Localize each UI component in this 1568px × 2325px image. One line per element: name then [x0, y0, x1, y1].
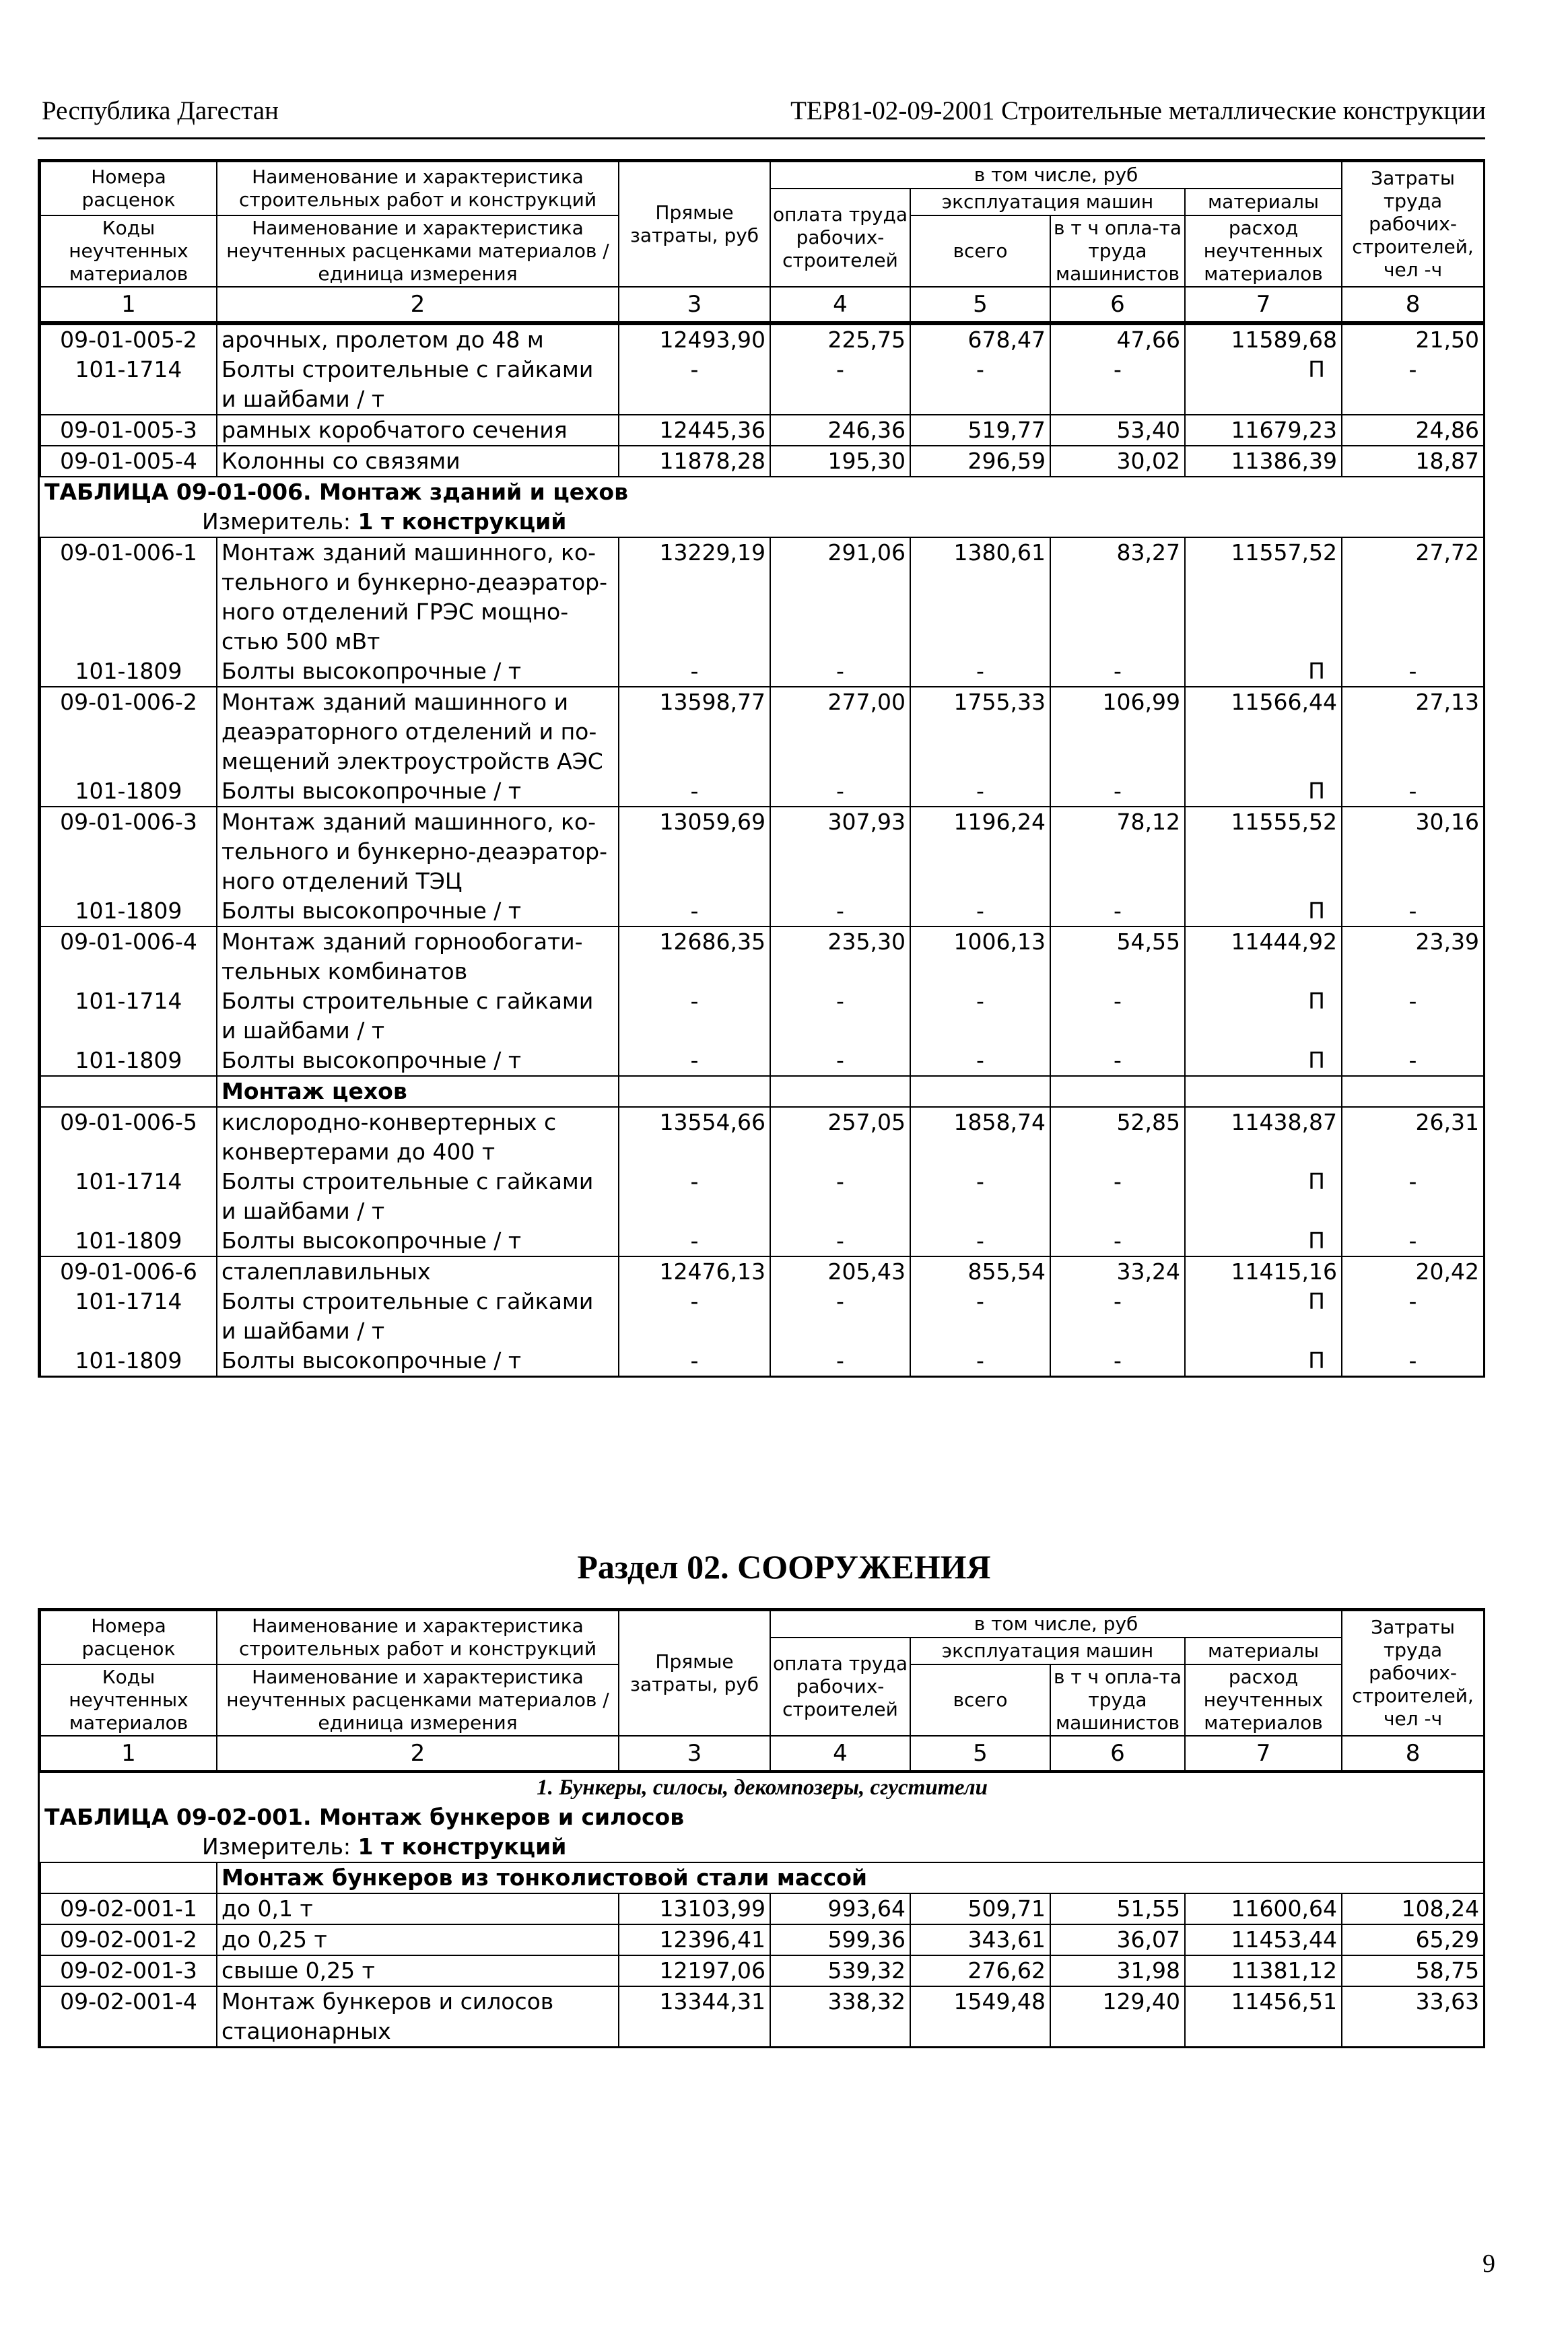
value-cell: - [770, 1167, 910, 1226]
value-cell: 65,29 [1342, 1924, 1484, 1955]
value-cell: - [1050, 1346, 1185, 1376]
rate-code: 09-01-005-4 [40, 446, 217, 477]
value-cell: 12197,06 [619, 1955, 770, 1986]
table-header-1 [40, 161, 1485, 324]
value-cell: 106,99 [1050, 687, 1185, 776]
value-cell: - [619, 1287, 770, 1346]
value-cell: П [1185, 1226, 1342, 1256]
value-cell: 12396,41 [619, 1924, 770, 1955]
value-cell: - [1050, 986, 1185, 1046]
rate-name: Болты высокопрочные / т [217, 1046, 619, 1076]
value-cell: - [770, 1226, 910, 1256]
value-cell: - [770, 355, 910, 415]
col-number: 8 [1342, 1736, 1484, 1772]
value-cell: 519,77 [910, 415, 1050, 446]
value-cell: 257,05 [770, 1107, 910, 1167]
col-number: 7 [1185, 1736, 1342, 1772]
value-cell: - [910, 896, 1050, 926]
material-row [40, 896, 1484, 926]
col-header-machinist-wages: в т ч опла-та труда машинистов [1050, 1664, 1185, 1736]
rates-table-2 [38, 1608, 1485, 2048]
rate-name: Болты строительные с гайками и шайбами / т [217, 355, 619, 415]
value-cell: - [619, 986, 770, 1046]
rate-code: 101-1809 [40, 1226, 217, 1256]
col-number: 2 [217, 287, 619, 323]
col-header-codes-bottom: Коды неучтенных материалов [40, 215, 217, 287]
value-cell: П [1185, 896, 1342, 926]
col-header-group: в том числе, руб [770, 162, 1342, 189]
col-header-codes-top: Номера расценок [40, 1611, 217, 1664]
value-cell: 11557,52 [1185, 537, 1342, 656]
value-cell: 78,12 [1050, 807, 1185, 896]
value-cell: 13229,19 [619, 537, 770, 656]
col-header-materials: материалы [1185, 1638, 1342, 1664]
value-cell: 24,86 [1342, 415, 1484, 446]
value-cell: - [910, 1287, 1050, 1346]
value-cell: П [1185, 986, 1342, 1046]
rate-code: 09-02-001-2 [40, 1924, 217, 1955]
col-header-machines: эксплуатация машин [910, 189, 1185, 215]
rate-name: свыше 0,25 т [217, 1955, 619, 1986]
value-cell: 1380,61 [910, 537, 1050, 656]
value-cell: 291,06 [770, 537, 910, 656]
rate-code: 101-1714 [40, 986, 217, 1046]
value-cell: 12476,13 [619, 1256, 770, 1287]
value-cell: П [1185, 776, 1342, 807]
value-cell: 83,27 [1050, 537, 1185, 656]
col-header-group: в том числе, руб [770, 1611, 1342, 1638]
material-row [40, 1226, 1484, 1256]
value-cell: 276,62 [910, 1955, 1050, 1986]
table-body-2 [40, 1773, 1485, 2046]
table-header-2 [40, 1610, 1485, 1773]
value-cell: 21,50 [1342, 325, 1484, 355]
rate-row [40, 446, 1484, 477]
value-cell: - [1342, 1346, 1484, 1376]
value-cell: - [770, 986, 910, 1046]
value-cell: 51,55 [1050, 1893, 1185, 1924]
value-cell: 599,36 [770, 1924, 910, 1955]
subsection-title: 1. Бункеры, силосы, декомпозеры, сгустители [537, 1776, 988, 1800]
rate-name: сталеплавильных [217, 1256, 619, 1287]
col-header-materials: материалы [1185, 189, 1342, 215]
value-cell: 12493,90 [619, 325, 770, 355]
value-cell: 36,07 [1050, 1924, 1185, 1955]
col-number: 8 [1342, 287, 1484, 323]
value-cell: - [1050, 656, 1185, 687]
rate-row [40, 1893, 1484, 1924]
value-cell: 52,85 [1050, 1107, 1185, 1167]
value-cell: - [1342, 776, 1484, 807]
rate-name: Болты строительные с гайками и шайбами / т [217, 986, 619, 1046]
value-cell: 343,61 [910, 1924, 1050, 1955]
value-cell: 11589,68 [1185, 325, 1342, 355]
value-cell: - [1050, 355, 1185, 415]
value-cell: - [1050, 1167, 1185, 1226]
value-cell: - [770, 1346, 910, 1376]
col-number: 3 [619, 1736, 770, 1772]
value-cell: - [1050, 1046, 1185, 1076]
material-row [40, 1167, 1484, 1226]
rate-name: Болты высокопрочные / т [217, 776, 619, 807]
value-cell: 12445,36 [619, 415, 770, 446]
value-cell: - [770, 896, 910, 926]
rate-name: Монтаж зданий машинного, ко-тельного и бункерно-деаэратор-ного отделений ГРЭС мощно-стью 500 мВт [217, 537, 619, 656]
rate-code: 101-1809 [40, 656, 217, 687]
value-cell: - [619, 355, 770, 415]
subheading-bunkers: Монтаж бункеров из тонколистовой стали массой [217, 1862, 1484, 1893]
subheading-workshops: Монтаж цехов [217, 1076, 619, 1107]
value-cell: 11600,64 [1185, 1893, 1342, 1924]
rate-row [40, 1924, 1484, 1955]
rate-code: 09-01-006-2 [40, 687, 217, 776]
value-cell: 54,55 [1050, 926, 1185, 986]
value-cell: 225,75 [770, 325, 910, 355]
value-cell: 246,36 [770, 415, 910, 446]
value-cell: 1196,24 [910, 807, 1050, 896]
rate-name: Монтаж зданий машинного и деаэраторного отделений и по-мещений электроустройств АЭС [217, 687, 619, 776]
value-cell: 235,30 [770, 926, 910, 986]
value-cell: - [619, 1046, 770, 1076]
value-cell: 296,59 [910, 446, 1050, 477]
value-cell: - [910, 1346, 1050, 1376]
rate-row [40, 1107, 1484, 1167]
col-number: 2 [217, 1736, 619, 1772]
value-cell: 13103,99 [619, 1893, 770, 1924]
rate-code: 09-01-006-1 [40, 537, 217, 656]
value-cell: - [1342, 656, 1484, 687]
value-cell: 11566,44 [1185, 687, 1342, 776]
value-cell: 1549,48 [910, 1986, 1050, 2046]
col-header-name-top: Наименование и характеристика строительных работ и конструкций [217, 1611, 619, 1664]
rate-name: Монтаж зданий горнообогати-тельных комбинатов [217, 926, 619, 986]
value-cell: 13344,31 [619, 1986, 770, 2046]
rate-name: Монтаж зданий машинного, ко-тельного и бункерно-деаэратор-ного отделений ТЭЦ [217, 807, 619, 896]
material-row [40, 776, 1484, 807]
col-header-machines-total: всего [910, 1664, 1050, 1736]
col-header-name-bottom: Наименование и характеристика неучтенных расценками материалов / единица измерения [217, 1664, 619, 1736]
value-cell: - [1342, 896, 1484, 926]
value-cell: 855,54 [910, 1256, 1050, 1287]
value-cell: 11878,28 [619, 446, 770, 477]
value-cell: 58,75 [1342, 1955, 1484, 1986]
rate-name: Монтаж бункеров и силосов стационарных [217, 1986, 619, 2046]
rate-code: 09-01-006-5 [40, 1107, 217, 1167]
col-header-direct-costs: Прямые затраты, руб [619, 1611, 770, 1736]
value-cell: 30,16 [1342, 807, 1484, 896]
rate-code: 09-02-001-4 [40, 1986, 217, 2046]
material-row [40, 1046, 1484, 1076]
rate-row [40, 415, 1484, 446]
material-row [40, 986, 1484, 1046]
col-header-labor: Затраты труда рабочих-строителей, чел -ч [1342, 1611, 1484, 1736]
rate-name: Болты строительные с гайками и шайбами / т [217, 1287, 619, 1346]
value-cell: 20,42 [1342, 1256, 1484, 1287]
col-number: 6 [1050, 1736, 1185, 1772]
material-row [40, 656, 1484, 687]
value-cell: - [1050, 1287, 1185, 1346]
value-cell: П [1185, 1346, 1342, 1376]
rate-name: арочных, пролетом до 48 м [217, 325, 619, 355]
value-cell: - [910, 355, 1050, 415]
value-cell: 11456,51 [1185, 1986, 1342, 2046]
col-header-unaccounted-materials: расход неучтенных материалов [1185, 1664, 1342, 1736]
col-header-codes-bottom: Коды неучтенных материалов [40, 1664, 217, 1736]
value-cell: 26,31 [1342, 1107, 1484, 1167]
value-cell: - [1050, 896, 1185, 926]
value-cell: 33,63 [1342, 1986, 1484, 2046]
value-cell: - [619, 1226, 770, 1256]
measure-line: Измеритель: 1 т конструкций [202, 508, 567, 535]
rate-row [40, 1955, 1484, 1986]
value-cell: - [910, 986, 1050, 1046]
value-cell: 993,64 [770, 1893, 910, 1924]
value-cell: - [770, 776, 910, 807]
value-cell: 108,24 [1342, 1893, 1484, 1924]
running-header-document: ТЕР81-02-09-2001 Строительные металлические конструкции [790, 96, 1486, 125]
rate-code: 09-01-006-3 [40, 807, 217, 896]
rate-row [40, 807, 1484, 896]
value-cell: 539,32 [770, 1955, 910, 1986]
value-cell: 30,02 [1050, 446, 1185, 477]
page-number: 9 [1482, 2250, 1495, 2278]
col-header-machines: эксплуатация машин [910, 1638, 1185, 1664]
value-cell: - [619, 776, 770, 807]
value-cell: 47,66 [1050, 325, 1185, 355]
value-cell: 277,00 [770, 687, 910, 776]
col-number: 1 [40, 1736, 217, 1772]
value-cell: 11386,39 [1185, 446, 1342, 477]
value-cell: 13598,77 [619, 687, 770, 776]
rate-code: 101-1809 [40, 776, 217, 807]
rate-name: Болты строительные с гайками и шайбами / т [217, 1167, 619, 1226]
rate-name: кислородно-конвертерных с конвертерами до 400 т [217, 1107, 619, 1167]
rate-row [40, 325, 1484, 355]
rate-code: 101-1809 [40, 1046, 217, 1076]
value-cell: - [1342, 1226, 1484, 1256]
rate-row [40, 1986, 1484, 2046]
value-cell: - [1050, 1226, 1185, 1256]
table-title-09-01-006: ТАБЛИЦА 09-01-006. Монтаж зданий и цехов [40, 477, 1484, 507]
rate-code: 09-02-001-1 [40, 1893, 217, 1924]
value-cell: П [1185, 1046, 1342, 1076]
value-cell: - [619, 1346, 770, 1376]
col-header-name-bottom: Наименование и характеристика неучтенных расценками материалов / единица измерения [217, 215, 619, 287]
value-cell: 11679,23 [1185, 415, 1342, 446]
table-title-09-02-001: ТАБЛИЦА 09-02-001. Монтаж бункеров и силосов [44, 1804, 685, 1830]
value-cell: П [1185, 656, 1342, 687]
col-header-machinist-wages: в т ч опла-та труда машинистов [1050, 215, 1185, 287]
col-number: 3 [619, 287, 770, 323]
rate-code: 101-1809 [40, 896, 217, 926]
rate-code: 09-01-005-3 [40, 415, 217, 446]
value-cell: - [770, 1287, 910, 1346]
value-cell: 1006,13 [910, 926, 1050, 986]
rate-name: Болты высокопрочные / т [217, 1346, 619, 1376]
table-body-1 [40, 324, 1485, 1376]
value-cell: 27,13 [1342, 687, 1484, 776]
value-cell: - [1342, 355, 1484, 415]
value-cell: П [1185, 1167, 1342, 1226]
running-header-region: Республика Дагестан [42, 96, 279, 125]
col-number: 5 [910, 287, 1050, 323]
rate-code: 09-01-006-4 [40, 926, 217, 986]
value-cell: 33,24 [1050, 1256, 1185, 1287]
col-number: 7 [1185, 287, 1342, 323]
value-cell: 11438,87 [1185, 1107, 1342, 1167]
value-cell: - [770, 1046, 910, 1076]
value-cell: 11381,12 [1185, 1955, 1342, 1986]
col-header-codes-top: Номера расценок [40, 162, 217, 215]
col-header-unaccounted-materials: расход неучтенных материалов [1185, 215, 1342, 287]
section-title: Раздел 02. СООРУЖЕНИЯ [577, 1548, 991, 1586]
value-cell: 27,72 [1342, 537, 1484, 656]
value-cell: - [910, 776, 1050, 807]
rate-name: до 0,1 т [217, 1893, 619, 1924]
measure-line: Измеритель: 1 т конструкций [202, 1833, 567, 1860]
col-header-direct-costs: Прямые затраты, руб [619, 162, 770, 287]
rate-code: 101-1809 [40, 1346, 217, 1376]
col-header-wages: оплата труда рабочих-строителей [770, 1638, 910, 1736]
value-cell: 678,47 [910, 325, 1050, 355]
value-cell: - [1342, 1046, 1484, 1076]
col-number: 4 [770, 287, 910, 323]
value-cell: 12686,35 [619, 926, 770, 986]
rate-name: рамных коробчатого сечения [217, 415, 619, 446]
value-cell: 1755,33 [910, 687, 1050, 776]
rate-row [40, 1256, 1484, 1287]
value-cell: 31,98 [1050, 1955, 1185, 1986]
value-cell: - [770, 656, 910, 687]
col-header-name-top: Наименование и характеристика строительных работ и конструкций [217, 162, 619, 215]
col-number: 1 [40, 287, 217, 323]
value-cell: П [1185, 1287, 1342, 1346]
rate-code: 09-02-001-3 [40, 1955, 217, 1986]
value-cell: - [1342, 1167, 1484, 1226]
value-cell: - [1342, 986, 1484, 1046]
value-cell: 195,30 [770, 446, 910, 477]
value-cell: 205,43 [770, 1256, 910, 1287]
rate-row [40, 537, 1484, 656]
value-cell: - [619, 896, 770, 926]
col-header-wages: оплата труда рабочих-строителей [770, 189, 910, 287]
value-cell: 53,40 [1050, 415, 1185, 446]
rate-row [40, 687, 1484, 776]
rate-name: Колонны со связями [217, 446, 619, 477]
material-row [40, 1346, 1484, 1376]
value-cell: 11453,44 [1185, 1924, 1342, 1955]
value-cell: - [619, 1167, 770, 1226]
value-cell: 23,39 [1342, 926, 1484, 986]
value-cell: 307,93 [770, 807, 910, 896]
rate-name: Болты высокопрочные / т [217, 656, 619, 687]
value-cell: - [1342, 1287, 1484, 1346]
col-number: 4 [770, 1736, 910, 1772]
value-cell: - [619, 656, 770, 687]
value-cell: 18,87 [1342, 446, 1484, 477]
material-row [40, 1287, 1484, 1346]
value-cell: 13554,66 [619, 1107, 770, 1167]
rate-code: 09-01-005-2 [40, 325, 217, 355]
value-cell: 1858,74 [910, 1107, 1050, 1167]
value-cell: П [1185, 355, 1342, 415]
value-cell: - [910, 656, 1050, 687]
rate-code: 101-1714 [40, 355, 217, 415]
col-header-machines-total: всего [910, 215, 1050, 287]
rate-code: 101-1714 [40, 1287, 217, 1346]
rate-code: 101-1714 [40, 1167, 217, 1226]
col-number: 5 [910, 1736, 1050, 1772]
value-cell: 11415,16 [1185, 1256, 1342, 1287]
value-cell: - [910, 1167, 1050, 1226]
value-cell: 11444,92 [1185, 926, 1342, 986]
value-cell: - [910, 1046, 1050, 1076]
rate-row [40, 926, 1484, 986]
value-cell: - [910, 1226, 1050, 1256]
rate-name: до 0,25 т [217, 1924, 619, 1955]
value-cell: 13059,69 [619, 807, 770, 896]
rate-name: Болты высокопрочные / т [217, 896, 619, 926]
header-rule [38, 137, 1485, 139]
rate-code: 09-01-006-6 [40, 1256, 217, 1287]
rate-name: Болты высокопрочные / т [217, 1226, 619, 1256]
value-cell: 509,71 [910, 1893, 1050, 1924]
value-cell: 11555,52 [1185, 807, 1342, 896]
rates-table-1 [38, 159, 1485, 1378]
col-number: 6 [1050, 287, 1185, 323]
value-cell: 338,32 [770, 1986, 910, 2046]
material-row [40, 355, 1484, 415]
value-cell: 129,40 [1050, 1986, 1185, 2046]
col-header-labor: Затраты труда рабочих-строителей, чел -ч [1342, 162, 1484, 287]
value-cell: - [1050, 776, 1185, 807]
